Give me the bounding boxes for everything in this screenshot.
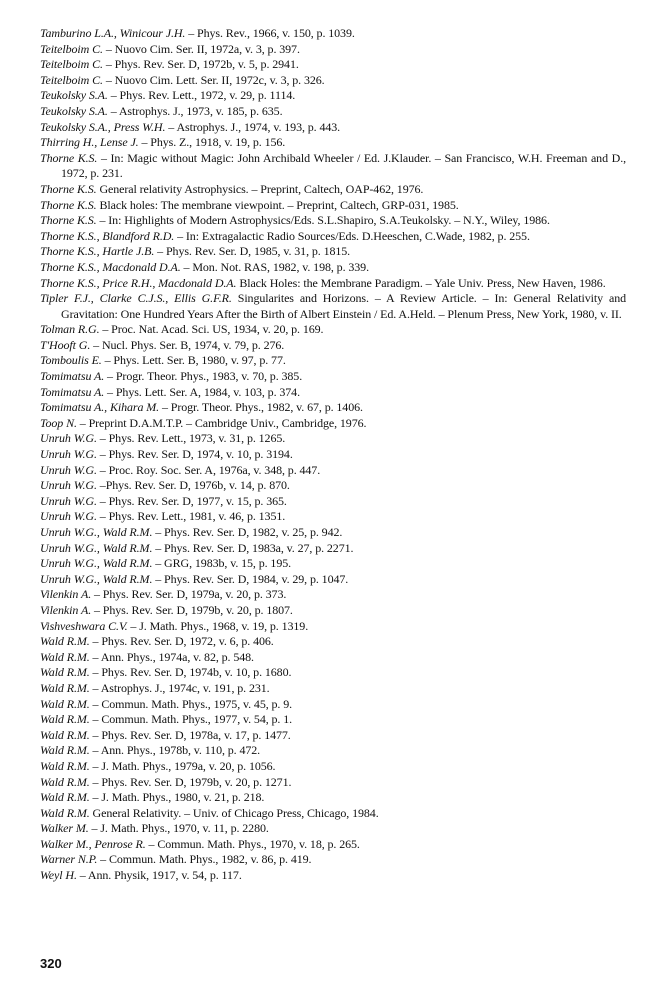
reference-entry	[40, 369, 626, 385]
reference-authors: Wald R.M.	[40, 649, 90, 664]
reference-authors: Unruh W.G., Wald R.M.	[40, 571, 153, 586]
reference-citation: – Commun. Math. Phys., 1982, v. 86, p. 419.	[97, 852, 312, 867]
reference-authors: Walker M.	[40, 821, 89, 836]
reference-list	[40, 26, 626, 884]
reference-authors: Wald R.M.	[40, 712, 90, 727]
reference-entry	[40, 88, 626, 104]
reference-authors: Wald R.M.	[40, 790, 90, 805]
reference-authors: Unruh W.G.	[40, 447, 97, 462]
reference-entry	[40, 400, 626, 416]
reference-entry	[40, 603, 626, 619]
reference-entry	[40, 151, 626, 182]
reference-citation: – Astrophys. J., 1974, v. 193, p. 443.	[165, 119, 341, 134]
reference-authors: Unruh W.G., Wald R.M.	[40, 525, 153, 539]
reference-authors: Unruh W.G., Wald R.M.	[40, 556, 153, 571]
reference-authors: Teitelboim C.	[40, 72, 103, 87]
reference-entry	[40, 509, 626, 525]
reference-authors: Wald R.M.	[40, 680, 90, 695]
reference-entry	[40, 759, 626, 775]
reference-authors: Walker M., Penrose R.	[40, 836, 146, 851]
reference-citation: – Phys. Rev. Ser. D, 1979a, v. 20, p. 373.	[91, 587, 287, 602]
reference-entry	[40, 650, 626, 666]
reference-citation: – Phys. Rev. Ser. D, 1979b, v. 20, p. 1807.	[91, 602, 293, 617]
reference-citation: – Phys. Rev. Ser. D, 1978a, v. 17, p. 1477.	[89, 727, 291, 742]
reference-entry	[40, 73, 626, 89]
reference-entry	[40, 525, 626, 541]
reference-citation: – J. Math. Phys., 1970, v. 11, p. 2280.	[88, 821, 269, 836]
reference-authors: Wald R.M.	[40, 774, 90, 789]
reference-entry	[40, 463, 626, 479]
reference-entry	[40, 665, 626, 681]
reference-citation: – J. Math. Phys., 1979a, v. 20, p. 1056.	[89, 758, 276, 773]
reference-citation: – Phys. Z., 1918, v. 19, p. 156.	[138, 135, 286, 150]
reference-citation: – In: Highlights of Modern Astrophysics/Eds. S.L.Shapiro, S.A.Teukolsky. – N.Y., Wiley, 1986.	[96, 213, 550, 228]
reference-entry	[40, 385, 626, 401]
reference-authors: Teitelboim C.	[40, 57, 103, 72]
reference-authors: Vilenkin A.	[40, 602, 92, 617]
reference-citation: – Phys. Rev., 1966, v. 150, p. 1039.	[185, 26, 355, 40]
reference-authors: Unruh W.G.	[40, 509, 97, 524]
reference-entry	[40, 416, 626, 432]
reference-citation: Black Holes: the Membrane Paradigm. – Yale Univ. Press, New Haven, 1986.	[236, 275, 606, 290]
reference-authors: Thorne K.S., Price R.H., Macdonald D.A.	[40, 275, 237, 290]
reference-entry	[40, 260, 626, 276]
page-number: 320	[40, 956, 62, 971]
reference-entry	[40, 587, 626, 603]
reference-citation: – Astrophys. J., 1974c, v. 191, p. 231.	[89, 680, 270, 695]
reference-entry	[40, 213, 626, 229]
reference-citation: – Ann. Phys., 1978b, v. 110, p. 472.	[89, 743, 261, 758]
reference-entry	[40, 619, 626, 635]
reference-entry	[40, 120, 626, 136]
reference-citation: – Mon. Not. RAS, 1982, v. 198, p. 339.	[180, 259, 369, 274]
reference-entry	[40, 198, 626, 214]
reference-authors: Tomimatsu A.	[40, 384, 105, 399]
reference-citation: – Phys. Rev. Ser. D, 1982, v. 25, p. 942.	[152, 525, 343, 539]
reference-entry	[40, 806, 626, 822]
reference-authors: Tomboulis E.	[40, 353, 102, 368]
reference-entry	[40, 478, 626, 494]
reference-authors: Tomimatsu A., Kihara M.	[40, 400, 160, 415]
reference-entry	[40, 182, 626, 198]
reference-entry	[40, 837, 626, 853]
reference-authors: Wald R.M.	[40, 665, 90, 680]
reference-entry	[40, 135, 626, 151]
reference-authors: Wald R.M.	[40, 743, 90, 758]
reference-citation: – Nuovo Cim. Ser. II, 1972a, v. 3, p. 397.	[102, 41, 300, 56]
reference-entry	[40, 431, 626, 447]
reference-entry	[40, 821, 626, 837]
reference-authors: Thorne K.S., Blandford R.D.	[40, 228, 175, 243]
reference-citation: General relativity Astrophysics. – Preprint, Caltech, OAP-462, 1976.	[96, 181, 424, 196]
reference-citation: – Phys. Rev. Lett., 1981, v. 46, p. 1351.	[96, 509, 286, 524]
reference-citation: – J. Math. Phys., 1968, v. 19, p. 1319.	[127, 618, 309, 633]
reference-authors: Teukolsky S.A.	[40, 103, 108, 118]
reference-citation: – Nucl. Phys. Ser. B, 1974, v. 79, p. 276.	[90, 337, 285, 352]
reference-citation: – Phys. Rev. Ser. D, 1983a, v. 27, p. 2271.	[152, 540, 354, 555]
reference-entry	[40, 494, 626, 510]
reference-entry	[40, 681, 626, 697]
reference-entry	[40, 712, 626, 728]
reference-citation: – Phys. Rev. Lett., 1972, v. 29, p. 1114.	[107, 88, 296, 103]
reference-entry	[40, 790, 626, 806]
reference-authors: Thorne K.S.	[40, 197, 97, 212]
reference-authors: Wald R.M.	[40, 758, 90, 773]
reference-citation: – Phys. Rev. Ser. D, 1985, v. 31, p. 1815.	[154, 244, 351, 259]
reference-citation: – Nuovo Cim. Lett. Ser. II, 1972c, v. 3, p. 326.	[102, 72, 325, 87]
reference-authors: Thirring H., Lense J.	[40, 135, 139, 150]
reference-entry	[40, 447, 626, 463]
reference-entry	[40, 338, 626, 354]
reference-citation: – Commun. Math. Phys., 1970, v. 18, p. 265.	[145, 836, 360, 851]
reference-citation: – Phys. Rev. Lett., 1973, v. 31, p. 1265.	[96, 431, 286, 446]
reference-authors: Wald R.M.	[40, 696, 90, 711]
reference-entry	[40, 276, 626, 292]
reference-citation: – Preprint D.A.M.T.P. – Cambridge Univ., Cambridge, 1976.	[76, 415, 367, 430]
reference-citation: – Proc. Roy. Soc. Ser. A, 1976a, v. 348, p. 447.	[96, 462, 321, 477]
reference-citation: General Relativity. – Univ. of Chicago Press, Chicago, 1984.	[89, 805, 379, 820]
reference-entry	[40, 743, 626, 759]
reference-authors: Teukolsky S.A.	[40, 88, 108, 103]
reference-entry	[40, 852, 626, 868]
reference-authors: Unruh W.G.	[40, 493, 97, 508]
reference-entry	[40, 322, 626, 338]
reference-authors: Wald R.M.	[40, 727, 90, 742]
reference-citation: – Commun. Math. Phys., 1977, v. 54, p. 1.	[89, 712, 293, 727]
reference-citation: – GRG, 1983b, v. 15, p. 195.	[152, 556, 292, 571]
reference-citation: – Phys. Rev. Ser. D, 1979b, v. 20, p. 1271.	[89, 774, 292, 789]
reference-citation: – Commun. Math. Phys., 1975, v. 45, p. 9.	[89, 696, 293, 711]
reference-citation: – Phys. Rev. Ser. D, 1984, v. 29, p. 1047.	[152, 571, 349, 586]
reference-authors: Toop N.	[40, 415, 77, 430]
reference-citation: – Ann. Phys., 1974a, v. 82, p. 548.	[89, 649, 254, 664]
reference-authors: Vilenkin A.	[40, 587, 92, 602]
reference-citation: – Proc. Nat. Acad. Sci. US, 1934, v. 20, p. 169.	[99, 322, 324, 337]
reference-authors: Tipler F.J., Clarke C.J.S., Ellis G.F.R.	[40, 291, 232, 306]
reference-authors: T'Hooft G.	[40, 337, 91, 352]
reference-authors: Unruh W.G.	[40, 431, 97, 446]
reference-authors: Vishveshwara C.V.	[40, 618, 128, 633]
reference-citation: – Phys. Rev. Ser. D, 1977, v. 15, p. 365.	[96, 493, 287, 508]
reference-authors: Warner N.P.	[40, 852, 98, 867]
reference-authors: Weyl H.	[40, 868, 77, 883]
reference-entry	[40, 244, 626, 260]
reference-citation: –Phys. Rev. Ser. D, 1976b, v. 14, p. 870.	[96, 478, 290, 493]
reference-entry	[40, 572, 626, 588]
reference-entry	[40, 697, 626, 713]
reference-citation: – Phys. Rev. Ser. D, 1972b, v. 5, p. 2941.	[102, 57, 299, 72]
reference-authors: Unruh W.G., Wald R.M.	[40, 540, 153, 555]
reference-citation: – Phys. Rev. Ser. D, 1974, v. 10, p. 3194.	[96, 447, 293, 462]
reference-authors: Tolman R.G.	[40, 322, 100, 337]
reference-entry	[40, 728, 626, 744]
reference-authors: Wald R.M.	[40, 634, 90, 649]
reference-entry	[40, 868, 626, 884]
reference-authors: Tomimatsu A.	[40, 369, 105, 384]
reference-citation: – Phys. Rev. Ser. D, 1974b, v. 10, p. 1680.	[89, 665, 292, 680]
reference-entry	[40, 541, 626, 557]
reference-entry	[40, 104, 626, 120]
reference-citation: – Phys. Lett. Ser. A, 1984, v. 103, p. 374.	[104, 384, 300, 399]
reference-authors: Wald R.M.	[40, 805, 90, 820]
reference-citation: – Progr. Theor. Phys., 1983, v. 70, p. 385.	[104, 369, 303, 384]
reference-authors: Unruh W.G.	[40, 462, 97, 477]
reference-entry	[40, 26, 626, 42]
reference-citation: – Progr. Theor. Phys., 1982, v. 67, p. 1406.	[159, 400, 363, 415]
reference-authors: Teukolsky S.A., Press W.H.	[40, 119, 166, 134]
reference-citation: – In: Extragalactic Radio Sources/Eds. D.Heeschen, C.Wade, 1982, p. 255.	[174, 228, 530, 243]
reference-citation: – Phys. Lett. Ser. B, 1980, v. 97, p. 77.	[101, 353, 286, 368]
reference-entry	[40, 42, 626, 58]
reference-authors: Thorne K.S., Hartle J.B.	[40, 244, 155, 259]
reference-entry	[40, 775, 626, 791]
reference-authors: Teitelboim C.	[40, 41, 103, 56]
reference-authors: Tamburino L.A., Winicour J.H.	[40, 26, 186, 40]
reference-citation: Singularites and Horizons. – A Review Article. – In: General Relativity and Gravitation: One Hundred Years After the Birth of Albert Einstein / Ed. A.Held. – Plenum Press, New York, 1980, v. II.	[61, 291, 626, 321]
reference-authors: Thorne K.S.	[40, 181, 97, 196]
reference-entry	[40, 634, 626, 650]
reference-citation: – Ann. Physik, 1917, v. 54, p. 117.	[76, 868, 242, 883]
reference-citation: – Phys. Rev. Ser. D, 1972, v. 6, p. 406.	[89, 634, 274, 649]
reference-authors: Unruh W.G.	[40, 478, 97, 493]
reference-entry	[40, 229, 626, 245]
reference-entry	[40, 291, 626, 322]
reference-authors: Thorne K.S., Macdonald D.A.	[40, 259, 181, 274]
reference-citation: – Astrophys. J., 1973, v. 185, p. 635.	[107, 103, 283, 118]
reference-citation: – J. Math. Phys., 1980, v. 21, p. 218.	[89, 790, 265, 805]
reference-entry	[40, 556, 626, 572]
reference-citation: – In: Magic without Magic: John Archibald Wheeler / Ed. J.Klauder. – San Francisco, W.H. Freeman and D., 1972, p. 231.	[61, 150, 626, 181]
reference-entry	[40, 353, 626, 369]
reference-citation: Black holes: The membrane viewpoint. – Preprint, Caltech, GRP-031, 1985.	[96, 197, 459, 212]
reference-authors: Thorne K.S.	[40, 150, 98, 165]
reference-entry	[40, 57, 626, 73]
reference-authors: Thorne K.S.	[40, 213, 97, 228]
